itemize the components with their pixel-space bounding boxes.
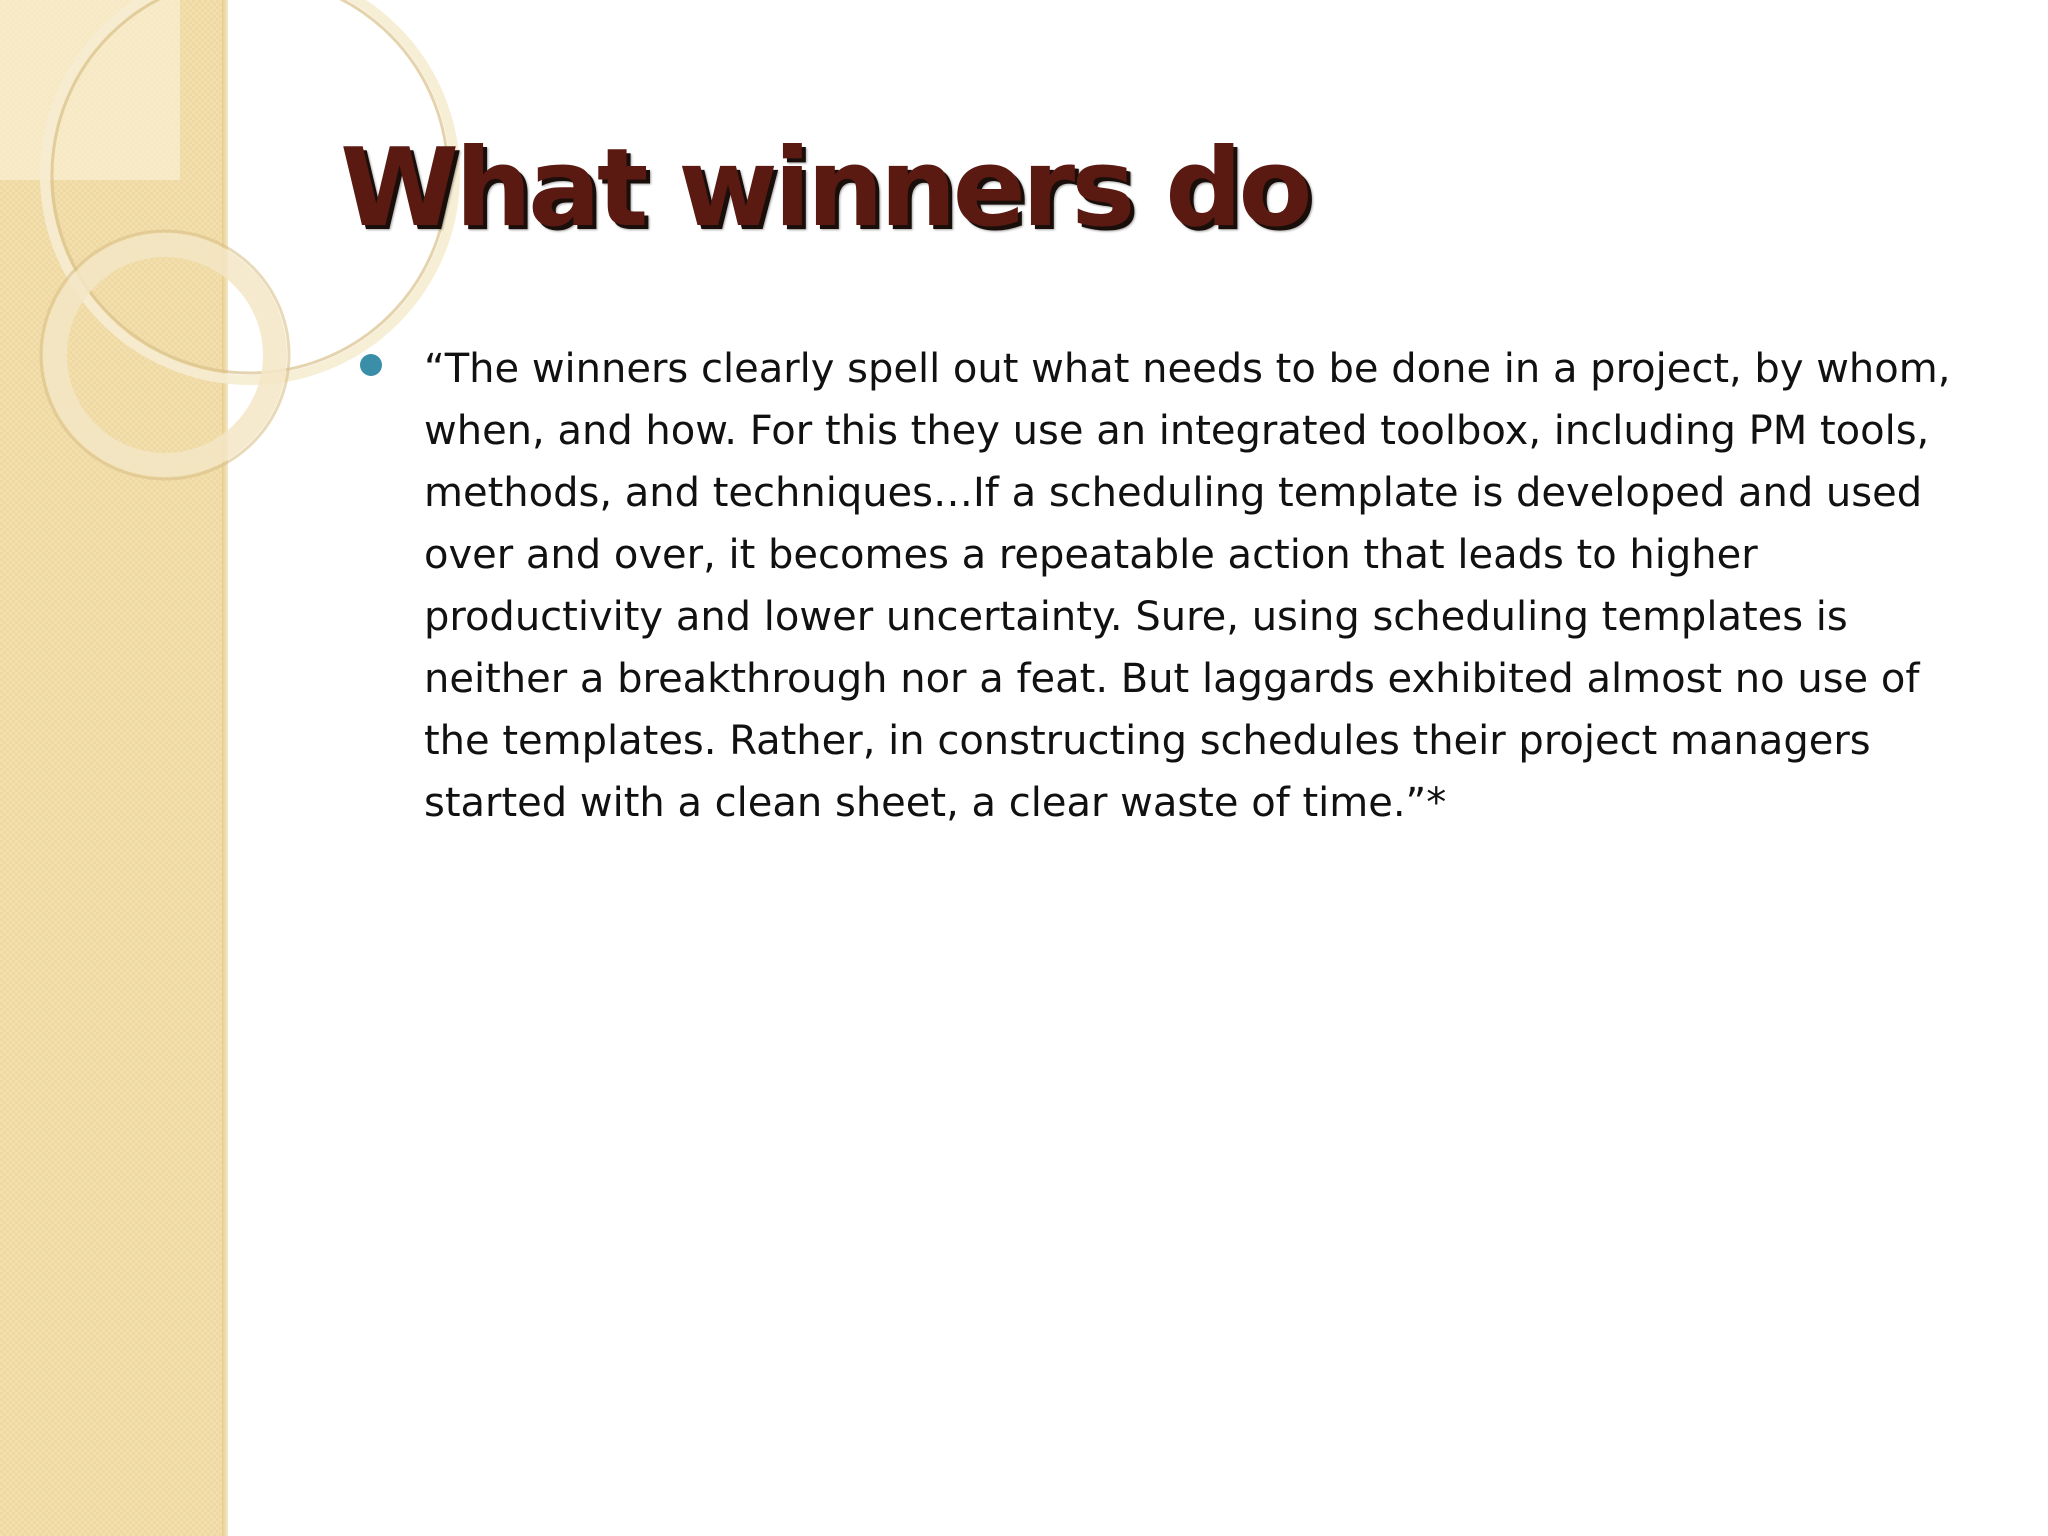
bullet-item [356, 338, 1996, 834]
slide-title: What winners do [340, 126, 1309, 251]
bullet-list [356, 338, 1996, 834]
bullet-dot-icon [360, 354, 382, 376]
bullet-text: “The winners clearly spell out what needs to be done in a project, by whom, when, and how. For this they use an integrated toolbox, including PM tools, methods, and techniques…If a scheduling template is developed and used over and over, it becomes a repeatable action that leads to higher productivity and lower uncertainty. Sure, using scheduling templates is neither a breakthrough nor a feat. But laggards exhibited almost no use of the templates. Rather, in constructing schedules their project managers started with a clean sheet, a clear waste of time.”* [424, 346, 1951, 826]
